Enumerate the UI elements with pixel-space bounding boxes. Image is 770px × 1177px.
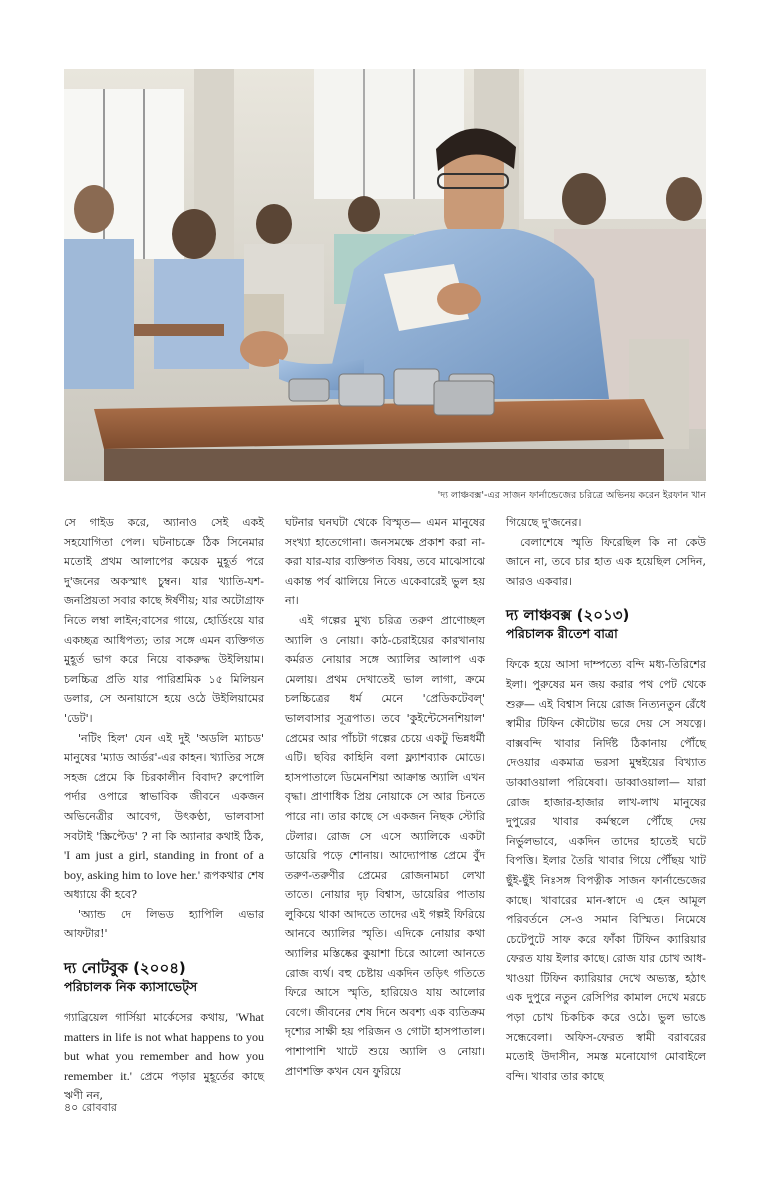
page-folio: ৪০ রোববার [64, 1101, 117, 1114]
paragraph-text: গ্যাব্রিয়েল গার্সিয়া মার্কেসের কথায়, [64, 1011, 229, 1025]
section-director: পরিচালক নিক ক্যাসাভেট্‌স [64, 979, 198, 995]
photo-caption: 'দ্য লাঞ্চবক্স'-এর সাজন ফার্নান্ডেজের চরিত্রে অভিনয় করেন ইরফান খান [437, 490, 706, 501]
paragraph [64, 1008, 264, 1106]
paragraph: ফিকে হয়ে আসা দাম্পত্যে বন্দি মধ্য-তিরিশের ইলা। পুরুষের মন জয় করার পথ পেট থেকে শুরু— এই বিশ্বাস নিয়ে রোজ নিত্যনতুন রেঁধে স্বামীর টিফিন কৌটোয় ভরে দেয় সে সযত্নে। বাক্সবন্দি খাবার নির্দিষ্ট ঠিকানায় পৌঁছে দেওয়ার একমাত্র ভরসা মুম্বইয়ের বিখ্যাত ডাব্বাওয়ালা পরিষেবা। ডাব্বাওয়ালা— যারা রোজ হাজার-হাজার লাখ-লাখ মানুষের দুপুরের খাবার কর্মস্থলে পৌঁছে দেয় নির্ভুলভাবে, একদিন তাদের হাতেই ঘটে বিপত্তি। ইলার তৈরি খাবার গিয়ে পৌঁছয় খাট ছুঁই-ছুঁই নিঃসঙ্গ বিপত্নীক সাজন ফার্নান্ডেজের কাছে। খাবারের মান-স্বাদে এ হেন আমূল পরিবর্তনে সে-ও সমান বিস্মিত। নিমেষে চেটেপুটে সাফ করে ফাঁকা টিফিন ক্যারিয়ার ফেরত যায় ইলার কাছে। রোজ যার চোখ আধ-খাওয়া টিফিন ক্যারিয়ার দেখে অভ্যস্ত, হঠাৎ এক দুপুরে নতুন রেসিপির কামাল দেখে মরচে পড়া চোখ চিকচিক করে ওঠে। ভুল ভাঙে সন্ধেবেলা। অফিস-ফেরত স্বামী বরাবরের মতোই উদাসীন, সমস্ত মনোযোগ মোবাইলে বন্দি। খাবার তার কাছে [506, 658, 706, 1083]
section-heading-notebook [64, 958, 264, 996]
paragraph: সে গাইড করে, অ্যানাও সেই একই সহযোগিতা পেল। ঘটনাচক্রে ঠিক সিনেমার মতোই প্রথম আলাপের কয়েক মুহূর্ত পরে দু'জনের অকস্মাৎ চুম্বন। যার খ্যাতি-যশ-জনপ্রিয়তা সবার কাছে ঈর্ষণীয়; যার অটোগ্রাফ নিতে লম্বা লাইন;বাসের গায়ে, হোর্ডিংয়ে যার একচ্ছত্র আধিপত্য; তার সঙ্গে এমন ব্যক্তিগত মুহূর্ত ভাগ করে নিয়ে বাকরুদ্ধ উইলিয়াম। চলচ্চিত্র প্রতি যার পারিশ্রমিক ১৫ মিলিয়ন ডলার, সে অনায়াসে হয়ে ওঠে উইলিয়ামের 'ডেট'। [64, 516, 264, 725]
paragraph: গিয়েছে দু'জনের। [506, 516, 582, 529]
section-director: পরিচালক রীতেশ বাত্রা [506, 626, 618, 642]
paragraph: এই গল্পের মুখ্য চরিত্র তরুণ প্রাণোচ্ছল অ্যালি ও নোয়া। কাঠ-চেরাইয়ের কারখানায় কর্মরত নোয়ার সঙ্গে অ্যালির আলাপ এক মেলায়। প্রথম দেখাতেই ভাল লাগা, ক্রমে চলচ্চিত্রের ধর্ম মেনে 'প্রেডিকটেবল্‌' ভালবাসার সূত্রপাত। তবে 'কুইন্টেসেনশিয়াল' প্রেমের আর পাঁচটা গল্পের চেয়ে একটু ভিন্নধর্মী এটি। ছবির কাহিনি বলা ফ্ল্যাশব্যাক মোডে। হাসপাতালে ডিমেনশিয়া আক্রান্ত অ্যালি এখন বৃদ্ধা। প্রাণাধিক প্রিয় নোয়াকে সে আর চিনতে পারে না। তার কাছে সে একজন নিছক স্টোরি টেলার। রোজ সে এসে অ্যালিকে একটা ডায়েরি পড়ে শোনায়। আদ্যোপান্ত প্রেমে বুঁদ তরুণ-তরুণীর প্রেমের রোজনামচা লেখা তাতে। নোয়ার দৃঢ় বিশ্বাস, ডায়েরির পাতায় লুকিয়ে থাকা আদতে তাদের এই গল্পই ফিরিয়ে আনবে অ্যালির স্মৃতি। এদিকে নোয়ার কথা অ্যালির মস্তিষ্কের কুয়াশা চিরে আলো আনতে রোজ ব্যর্থ। বহু চেষ্টায় একদিন তড়িৎ গতিতে ফিরে আসে স্মৃতি, হারিয়েও যায় আলোর বেগে। জীবনের শেষ দিনে অবশ্য এক ব্যতিক্রম দৃশ্যের সাক্ষী হয় পরিজন ও গোটা হাসপাতাল। পাশাপাশি খাটে শুয়ে অ্যালি ও নোয়া। প্রাণশক্তি কখন যেন ফুরিয়ে [285, 613, 485, 1078]
paragraph-text: রূপকথার শেষ অধ্যায়ে কী হবে? [64, 868, 265, 902]
section-title: দ্য লাঞ্চবক্স (২০১৩) [506, 606, 630, 625]
paragraph: ঘটনার ঘনঘটা থেকে বিস্মৃত— এমন মানুষের সংখ্যা হাতেগোনা। জনসমক্ষে প্রকাশ করা না-করা যার-যার ব্যক্তিগত বিষয়, তবে মাঝেসাঝে একান্ত পর্ব ঝালিয়ে নিতে একেবারেই ভুল হয় না। [285, 516, 485, 608]
english-quote: 'What matters in life is not what happens to you but what you remember and how you remember it.' [64, 1010, 264, 1083]
article-photo [64, 69, 706, 481]
paragraph: 'অ্যান্ড দে লিভড হ্যাপিলি এভার আফটার!' [64, 907, 264, 941]
paragraph [64, 729, 264, 905]
office-lunch-scene-image [64, 69, 706, 481]
column-3 [506, 513, 706, 1086]
section-title: দ্য নোটবুক (২০০৪) [64, 959, 186, 978]
section-heading-lunchbox [506, 605, 706, 643]
english-quote: 'I am just a girl, standing in front of a boy, asking him to love her.' [64, 848, 264, 882]
paragraph-text: প্রেমে পড়ার মুহূর্তের কাছে ঋণী নন, [64, 1069, 264, 1103]
paragraph: বেলাশেষে স্মৃতি ফিরেছিল কি না কেউ জানে না, তবে চার হাত এক হয়েছিল সেদিন, আরও একবার। [506, 535, 706, 588]
paragraph-text: 'নটিং হিল' যেন এই দুই 'অডলি ম্যাচড' মানুষের 'ম্যাড আর্ডর'-এর কাহন। খ্যাতির সঙ্গে সহজ প্রেমে কি চিরকালীন বিবাদ? রুপোলি পর্দার ওপারে স্বাভাবিক জীবনে একজন অভিনেত্রীর আবেগ, উৎকণ্ঠা, ভালবাসা সবটাই 'স্ক্রিপ্টেড' ? না কি অ্যানার কথাই ঠিক, [64, 731, 264, 843]
column-1 [64, 513, 264, 1106]
column-2 [285, 513, 485, 1081]
